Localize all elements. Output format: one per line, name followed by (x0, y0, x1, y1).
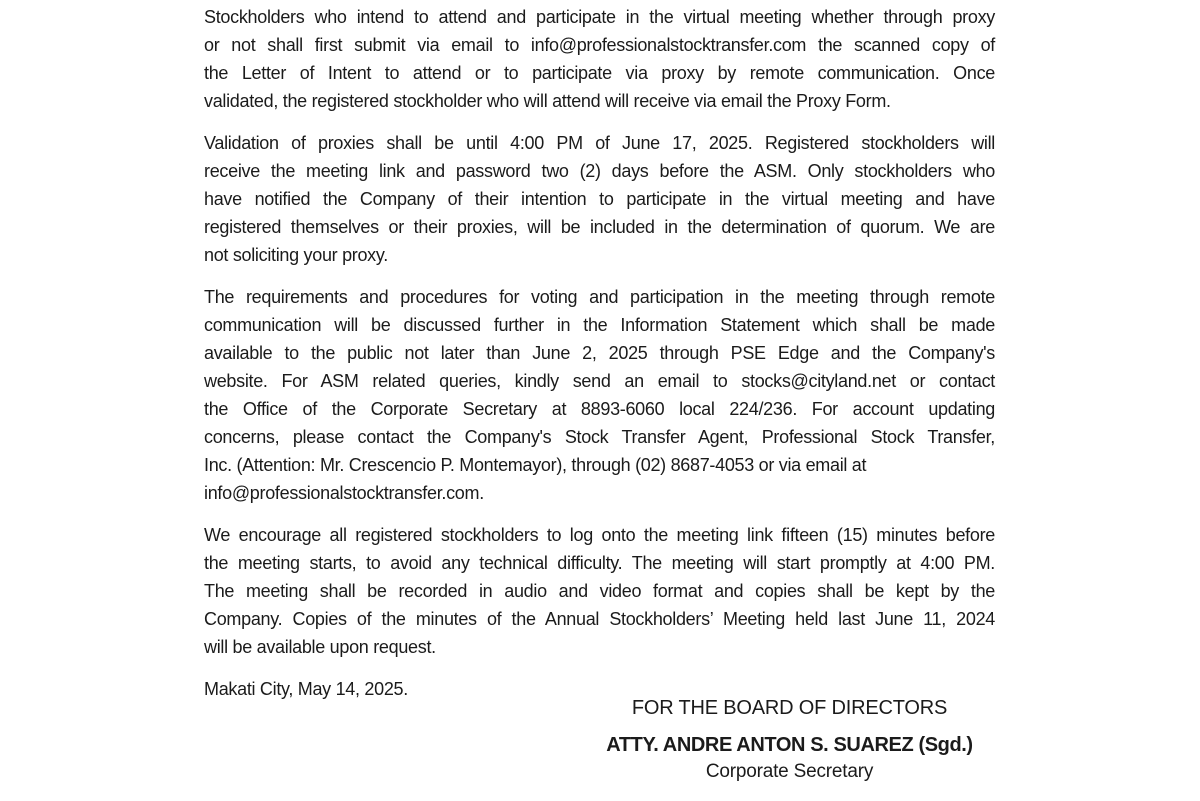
paragraph-line: not soliciting your proxy. (204, 245, 388, 265)
paragraph-line: We encourage all registered stockholders to log onto the meeting link fifteen (15) minutes before (204, 525, 995, 545)
paragraph-line: The meeting shall be recorded in audio and video format and copies shall be kept by the (204, 581, 995, 601)
paragraph-line: concerns, please contact the Company's Stock Transfer Agent, Professional Stock Transfer, (204, 427, 995, 447)
dateline: Makati City, May 14, 2025. (204, 679, 408, 699)
paragraph-line: have notified the Company of their intention to participate in the virtual meeting and have (204, 189, 995, 209)
paragraph-line: the meeting starts, to avoid any technical difficulty. The meeting will start promptly at 4:00 PM. (204, 553, 995, 573)
paragraph-meeting-logistics (204, 521, 995, 661)
paragraph-voting-requirements (204, 283, 995, 507)
paragraph-line: the Office of the Corporate Secretary at 8893-6060 local 224/236. For account updating (204, 399, 995, 419)
paragraph-line: available to the public not later than June 2, 2025 through PSE Edge and the Company's (204, 343, 995, 363)
paragraph-line: the Letter of Intent to attend or to participate via proxy by remote communication. Once (204, 63, 995, 83)
paragraph-line: Validation of proxies shall be until 4:00 PM of June 17, 2025. Registered stockholders will (204, 133, 995, 153)
paragraph-line: info@professionalstocktransfer.com. (204, 483, 484, 503)
paragraph-line: Stockholders who intend to attend and participate in the virtual meeting whether through proxy (204, 7, 995, 27)
paragraph-line: The requirements and procedures for voting and participation in the meeting through remote (204, 287, 995, 307)
paragraph-line: receive the meeting link and password two (2) days before the ASM. Only stockholders who (204, 161, 995, 181)
paragraph-line: will be available upon request. (204, 637, 436, 657)
for-the-board-line: FOR THE BOARD OF DIRECTORS (631, 697, 948, 719)
paragraph-attendance (204, 3, 995, 115)
signatory-title: Corporate Secretary (705, 761, 874, 782)
paragraph-line: communication will be discussed further in the Information Statement which shall be made (204, 315, 995, 335)
paragraph-line: Company. Copies of the minutes of the Annual Stockholders’ Meeting held last June 11, 2024 (204, 609, 995, 629)
signatory-name: ATTY. ANDRE ANTON S. SUAREZ (Sgd.) (606, 734, 973, 756)
paragraph-line: validated, the registered stockholder who will attend will receive via email the Proxy Form. (204, 91, 891, 111)
signature-block (584, 694, 995, 785)
paragraph-proxy-validation (204, 129, 995, 269)
paragraph-line: website. For ASM related queries, kindly send an email to stocks@cityland.net or contact (204, 371, 995, 391)
paragraph-line: or not shall first submit via email to info@professionalstocktransfer.com the scanned copy of (204, 35, 995, 55)
notice-body (204, 3, 995, 785)
paragraph-line: Inc. (Attention: Mr. Crescencio P. Montemayor), through (02) 8687-4053 or via email at (204, 455, 867, 475)
paragraph-line: registered themselves or their proxies, will be included in the determination of quorum. We are (204, 217, 995, 237)
